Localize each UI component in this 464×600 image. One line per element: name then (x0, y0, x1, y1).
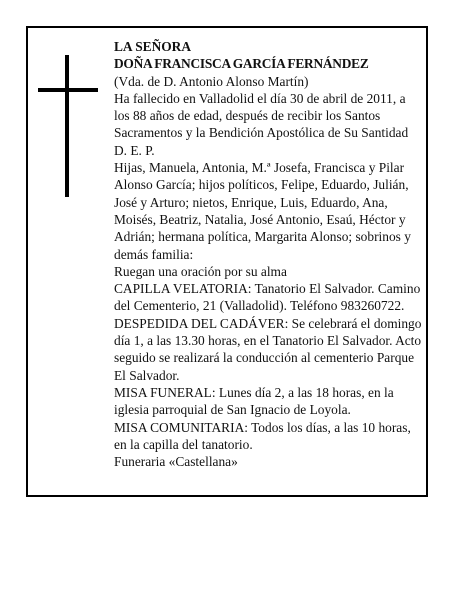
rip: D. E. P. (114, 142, 155, 158)
widow-of: (Vda. de D. Antonio Alonso Martín) (114, 73, 309, 89)
cross-icon (38, 55, 98, 197)
prayer-request: Ruegan una oración por su alma (114, 263, 287, 279)
death-notice: Ha fallecido en Valladolid el día 30 de abril de 2011, a los 88 años de edad, después de recibir los Santos Sacramentos y la Bendición Apostólica de Su Santidad (114, 90, 409, 141)
family-list: Hijas, Manuela, Antonia, M.ª Josefa, Francisca y Pilar Alonso García; hijos políticos, Felipe, Eduardo, Julián, José y Arturo; nietos, Enrique, Luis, Eduardo, Ana, Moisés, Beatriz, Natalia, José Antonio, Esaú, Héctor y Adrián; hermana política, Margarita Alonso; sobrinos y demás familia: (114, 160, 411, 262)
cross-vertical-bar (65, 55, 69, 197)
chapel-info: CAPILLA VELATORIA: Tanatorio El Salvador. Camino del Cementerio, 21 (Valladolid). Teléfono 983260722. (114, 281, 421, 314)
funeral-mass-info: MISA FUNERAL: Lunes día 2, a las 18 horas, en la iglesia parroquial de San Ignacio de Loyola. (114, 384, 394, 418)
obituary-text (114, 38, 422, 470)
cross-horizontal-bar (38, 88, 98, 92)
farewell-info: DESPEDIDA DEL CADÁVER: Se celebrará el domingo día 1, a las 13.30 horas, en el Tanatorio El Salvador. Acto seguido se realizará la conducción al cementerio Parque El Salvador. (114, 315, 422, 383)
obituary-title: LA SEÑORA (114, 39, 192, 54)
funeral-home: Funeraria «Castellana» (114, 454, 238, 470)
deceased-name: DOÑA FRANCISCA GARCÍA FERNÁNDEZ (114, 56, 369, 72)
community-mass-info: MISA COMUNITARIA: Todos los días, a las 10 horas, en la capilla del tanatorio. (114, 419, 411, 452)
